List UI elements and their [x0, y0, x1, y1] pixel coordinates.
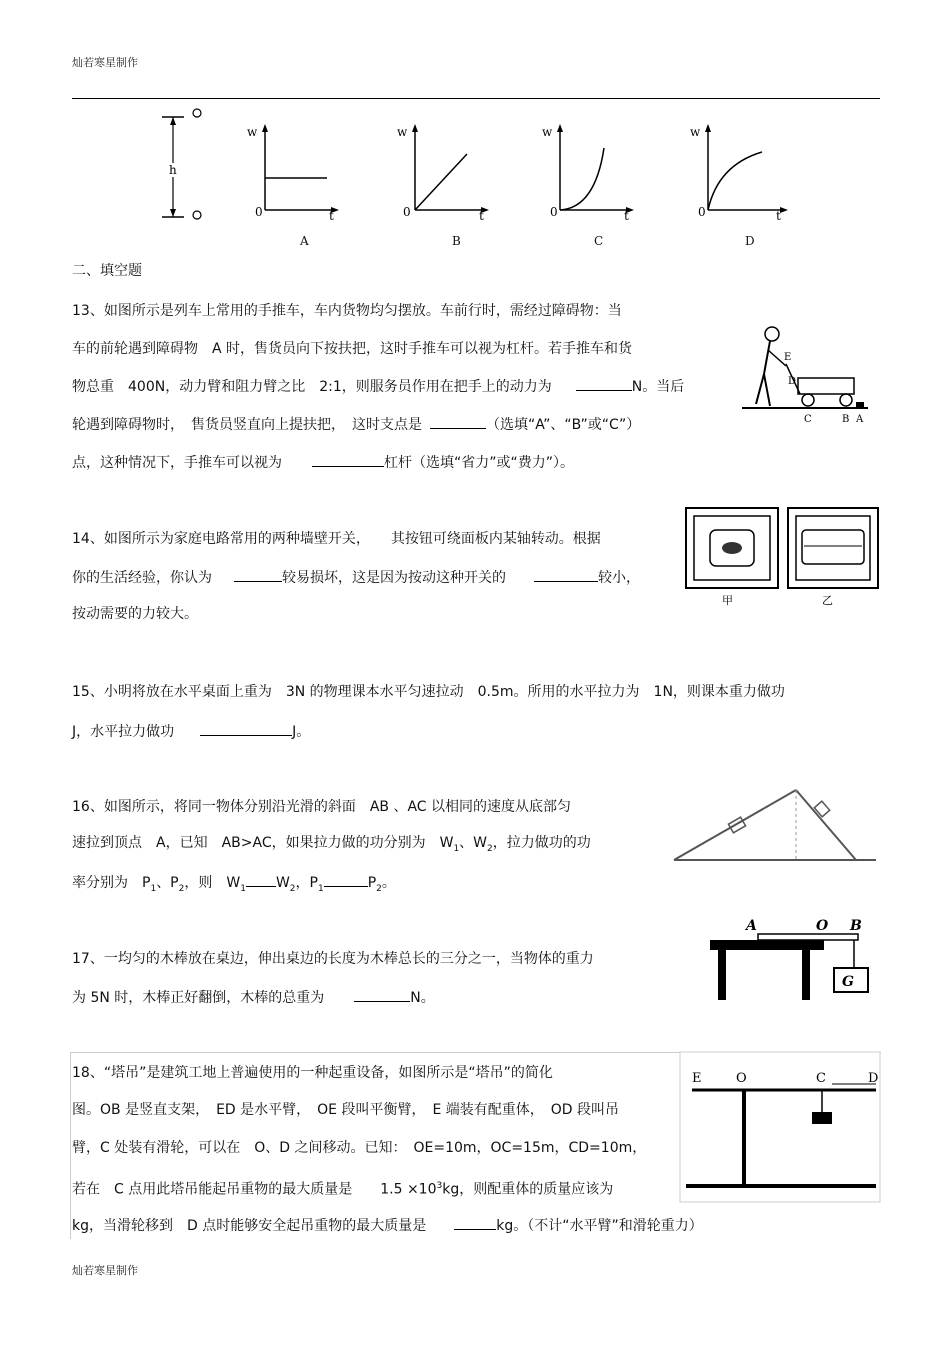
q18-line2: 图。OB 是竖直支架， ED 是水平臂， OE 段叫平衡臂， E 端装有配重体， OD 段叫吊: [72, 1102, 620, 1118]
q14-blank2[interactable]: [534, 567, 598, 582]
crane-label-d: D: [868, 1071, 879, 1086]
q18-line4: [72, 1177, 613, 1199]
q16-sub-w2: 2: [487, 843, 493, 854]
h-label: h: [169, 163, 177, 177]
graph-b-label: B: [452, 234, 461, 248]
q14-line2-mid: 较易损坏，这是因为按动这种开关的: [282, 570, 506, 586]
graph-c-label: C: [594, 234, 604, 248]
cart-label-c: C: [804, 414, 812, 425]
graph-d-t: t: [776, 209, 781, 223]
graph-a-t: t: [329, 209, 334, 223]
q13-line3: [72, 376, 684, 396]
q13-line3-tail: N。当后: [631, 379, 685, 395]
q13-line5-tail: 杠杆（选填“省力”或“费力”）。: [384, 455, 575, 471]
q16-sub-w1b: 1: [240, 883, 246, 894]
q16-line2-text: 速拉到顶点 A，已知 AB>AC，如果拉力做的功分别为 W: [72, 835, 454, 851]
graph-a: [245, 120, 345, 223]
incline-figure: [670, 782, 880, 868]
q16-sub-p1b: 1: [317, 883, 324, 894]
page-header: 灿若寒星制作: [72, 56, 138, 69]
q18-blank[interactable]: [454, 1215, 496, 1230]
weight-label-g: G: [842, 974, 854, 990]
switches-figure: [684, 506, 880, 610]
crane-figure: [680, 1052, 880, 1202]
q16-line3-e: ，P: [295, 875, 318, 891]
q14-blank1[interactable]: [234, 567, 282, 582]
q18-line4-tail: kg，则配重体的质量应该为: [442, 1181, 614, 1198]
q14-line2-text: 你的生活经验，你认为: [72, 570, 212, 586]
cart-label-a: A: [856, 414, 864, 425]
rod-label-b: B: [850, 918, 862, 934]
q13-line2: 车的前轮遇到障碍物 A 时，售货员向下按扶把，这时手推车可以视为杠杆。若手推车和货: [72, 341, 633, 357]
graph-d-label: D: [745, 234, 755, 248]
q16-sub-w2b: 2: [289, 883, 296, 894]
q18-line5-tail: kg。（不计“水平臂”和滑轮重力）: [496, 1218, 703, 1234]
q16-line3-c: ，则 W: [184, 875, 241, 891]
q15-line2: [72, 721, 310, 741]
q16-line3-a: 率分别为 P: [72, 875, 151, 891]
graph-d: [688, 120, 798, 223]
q16-line2-tail: ，拉力做功的功: [492, 835, 591, 851]
q17-line1: 17、一均匀的木棒放在桌边，伸出桌边的长度为木棒总长的三分之一，当物体的重力: [72, 951, 594, 967]
q16-line3: [72, 872, 396, 898]
q16-sub-p2b: 2: [376, 883, 382, 894]
graph-c-t: t: [624, 209, 629, 223]
header-rule: [72, 98, 880, 99]
q13-line4-tail: （选填“A”、“B”或“C”）: [486, 417, 641, 433]
q18-line3: 臂，C 处装有滑轮，可以在 O、D 之间移动。已知： OE=10m，OC=15m，CD=10m，: [72, 1140, 647, 1156]
graph-c-origin: 0: [550, 205, 558, 219]
height-diagram: [150, 105, 210, 230]
graph-a-w: w: [247, 125, 258, 139]
q16-line2: [72, 834, 591, 858]
q16-line3-f: P: [367, 875, 377, 891]
section-title: 二、填空题: [72, 263, 142, 279]
switch-label-jia: 甲: [722, 594, 733, 607]
q13-line3-text: 物总重 400N，动力臂和阻力臂之比 2:1，则服务员作用在把手上的动力为: [72, 379, 552, 395]
table-rod-figure: [708, 916, 874, 1004]
q14-line1: 14、如图所示为家庭电路常用的两种墙壁开关， 其按钮可绕面板内某轴转动。根据: [72, 531, 601, 547]
page-footer: 灿若寒星制作: [72, 1264, 138, 1277]
q18-line4-sup: 3: [436, 1181, 443, 1191]
q15-line1: 15、小明将放在水平桌面上重为 3N 的物理课本水平匀速拉动 0.5m。所用的水平拉力为 1N，则课本重力做功: [72, 684, 785, 700]
q17-line2: [72, 987, 435, 1007]
graph-b-t: t: [479, 209, 484, 223]
crane-label-o: O: [736, 1071, 747, 1086]
q14-line2: [72, 567, 640, 587]
q15-blank[interactable]: [200, 721, 292, 736]
q17-line2-tail: N。: [410, 990, 435, 1006]
q13-line5-text: 点，这种情况下，手推车可以视为: [72, 455, 282, 471]
q16-line3-g: 。: [381, 875, 396, 891]
q17-blank[interactable]: [354, 987, 410, 1002]
graph-c: [540, 120, 640, 223]
q16-blank2[interactable]: [324, 872, 368, 887]
graph-c-w: w: [542, 125, 553, 139]
q16-line1: 16、如图所示，将同一物体分别沿光滑的斜面 AB 、AC 以相同的速度从底部匀: [72, 799, 572, 815]
q13-line1: 13、如图所示是列车上常用的手推车，车内货物均匀摆放。车前行时，需经过障碍物：当: [72, 303, 622, 319]
crane-label-c: C: [816, 1071, 826, 1086]
q16-blank1[interactable]: [246, 872, 276, 887]
switch-label-yi: 乙: [822, 594, 833, 607]
rod-label-a: A: [746, 918, 757, 934]
q16-line3-b: 、P: [156, 875, 179, 891]
q18-line1: 18、“塔吊”是建筑工地上普遍使用的一种起重设备，如图所示是“塔吊”的简化: [72, 1065, 553, 1081]
q16-line3-d: W: [275, 875, 290, 891]
q17-line2-text: 为 5N 时，木棒正好翻倒，木棒的总重为: [72, 990, 325, 1006]
q16-sub-w1: 1: [453, 843, 460, 854]
graph-d-origin: 0: [698, 205, 706, 219]
q13-line4: [72, 414, 640, 434]
q14-line2-tail: 较小，: [598, 570, 640, 586]
graph-a-label: A: [300, 234, 309, 248]
q16-sub-p2: 2: [178, 883, 185, 894]
graph-b: [395, 120, 495, 223]
q13-blank3[interactable]: [312, 452, 384, 467]
q13-blank2[interactable]: [430, 414, 486, 429]
handcart-figure: [742, 322, 868, 430]
q15-line2-tail: J。: [292, 724, 311, 740]
q18-line5: [72, 1215, 703, 1235]
q18-line4-text: 若在 C 点用此塔吊能起吊重物的最大质量是 1.5 ×10: [72, 1181, 437, 1198]
graph-d-w: w: [690, 125, 701, 139]
graph-a-origin: 0: [255, 205, 263, 219]
q13-blank1[interactable]: [576, 376, 632, 391]
cart-label-d: D: [788, 376, 797, 387]
q14-line3: 按动需要的力较大。: [72, 606, 198, 622]
q16-sub-p1: 1: [150, 883, 157, 894]
rod-label-o: O: [816, 918, 829, 934]
q18-line5-text: kg，当滑轮移到 D 点时能够安全起吊重物的最大质量是: [72, 1218, 427, 1234]
q13-line4-text: 轮遇到障碍物时， 售货员竖直向上提扶把， 这时支点是: [72, 417, 422, 433]
q16-line2-mid: 、W: [459, 835, 488, 851]
graph-b-w: w: [397, 125, 408, 139]
cart-label-e: E: [784, 352, 792, 363]
q15-line2-text: J，水平拉力做功: [72, 724, 175, 740]
graph-b-origin: 0: [403, 205, 411, 219]
q13-line5: [72, 452, 574, 472]
cart-label-b: B: [842, 414, 850, 425]
crane-label-e: E: [692, 1071, 702, 1086]
